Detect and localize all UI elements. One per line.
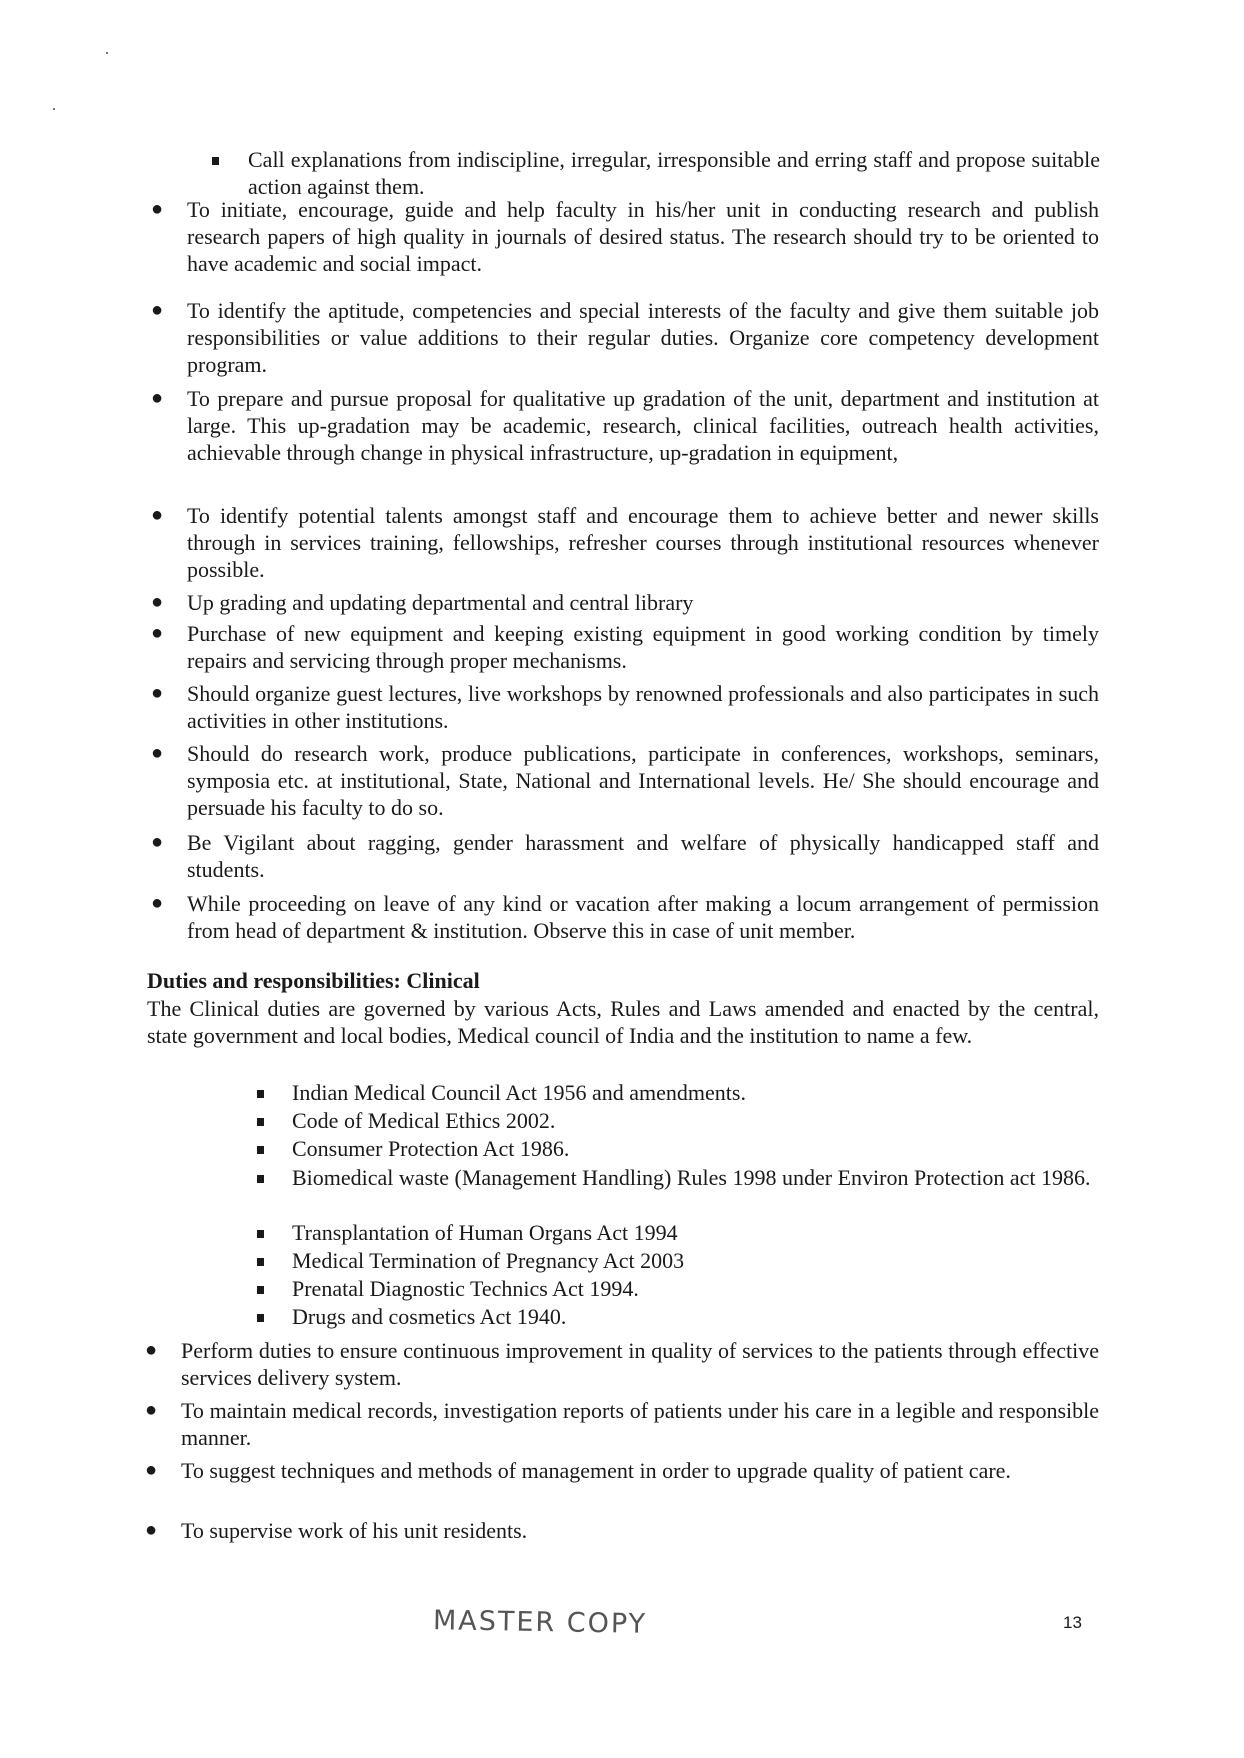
list-item: To initiate, encourage, guide and help faculty in his/her unit in conducting research and publish research papers of high quality in journals of desired status. The research should try to be oriented to have academic and social impact. (187, 197, 1099, 276)
square-bullet-icon (257, 1314, 264, 1322)
bullet-icon: ● (151, 198, 164, 220)
list-item: To prepare and pursue proposal for qualitative up gradation of the unit, department and institution at large. This up-gradation may be academic, research, clinical facilities, outreach health activities, achievable through change in physical infrastructure, up-gradation in equipment, (187, 386, 1099, 465)
act-item: Prenatal Diagnostic Technics Act 1994. (292, 1276, 639, 1301)
bullet-icon: ● (151, 622, 164, 644)
list-item: Up grading and updating departmental and central library (187, 590, 694, 615)
act-item: Indian Medical Council Act 1956 and amendments. (292, 1080, 746, 1105)
subitem-text: Call explanations from indiscipline, irregular, irresponsible and erring staff and propose suitable action against them. (248, 147, 1100, 199)
bullet-icon: ● (151, 387, 164, 409)
list-item: To suggest techniques and methods of management in order to upgrade quality of patient care. (181, 1458, 1011, 1483)
act-item: Biomedical waste (Management Handling) Rules 1998 under Environ Protection act 1986. (292, 1165, 1091, 1190)
square-bullet-icon (257, 1230, 264, 1238)
act-item: Transplantation of Human Organs Act 1994 (292, 1220, 678, 1245)
bullet-icon: ● (151, 892, 164, 914)
square-bullet-icon (212, 157, 219, 165)
bullet-icon: ● (151, 831, 164, 853)
bullet-icon: ● (145, 1519, 158, 1541)
section-intro: The Clinical duties are governed by various Acts, Rules and Laws amended and enacted by the central, state government and local bodies, Medical council of India and the institution to name a few. (147, 996, 1099, 1048)
square-bullet-icon (257, 1175, 264, 1183)
bullet-icon: ● (151, 504, 164, 526)
bullet-icon: ● (145, 1399, 158, 1421)
list-item: Perform duties to ensure continuous improvement in quality of services to the patients through effective services delivery system. (181, 1338, 1099, 1390)
bullet-icon: ● (151, 299, 164, 321)
list-item: To identify potential talents amongst staff and encourage them to achieve better and newer skills through in services training, fellowships, refresher courses through institutional resources whenever possible. (187, 503, 1099, 582)
list-item: Be Vigilant about ragging, gender harassment and welfare of physically handicapped staff and students. (187, 830, 1099, 882)
act-item: Drugs and cosmetics Act 1940. (292, 1304, 567, 1329)
square-bullet-icon (257, 1258, 264, 1266)
scan-speck (106, 52, 108, 54)
square-bullet-icon (257, 1090, 264, 1098)
square-bullet-icon (257, 1118, 264, 1126)
bullet-icon: ● (145, 1459, 158, 1481)
bullet-icon: ● (145, 1339, 158, 1361)
list-item: Purchase of new equipment and keeping existing equipment in good working condition by timely repairs and servicing through proper mechanisms. (187, 621, 1099, 673)
scan-speck (53, 108, 55, 110)
bullet-icon: ● (151, 682, 164, 704)
list-item: To identify the aptitude, competencies and special interests of the faculty and give them suitable job responsibilities or value additions to their regular duties. Organize core competency development program. (187, 298, 1099, 377)
square-bullet-icon (257, 1286, 264, 1294)
list-item: To supervise work of his unit residents. (181, 1518, 528, 1543)
act-item: Code of Medical Ethics 2002. (292, 1108, 556, 1133)
square-bullet-icon (257, 1146, 264, 1154)
section-heading: Duties and responsibilities: Clinical (147, 968, 480, 993)
list-item: Should organize guest lectures, live workshops by renowned professionals and also participates in such activities in other institutions. (187, 681, 1099, 733)
master-copy-stamp: MASTER COPY (432, 1605, 648, 1640)
act-item: Consumer Protection Act 1986. (292, 1136, 570, 1161)
act-item: Medical Termination of Pregnancy Act 2003 (292, 1248, 685, 1273)
page-number: 13 (1063, 1613, 1082, 1632)
list-item: While proceeding on leave of any kind or vacation after making a locum arrangement of permission from head of department & institution. Observe this in case of unit member. (187, 891, 1099, 943)
list-item: Should do research work, produce publications, participate in conferences, workshops, seminars, symposia etc. at institutional, State, National and International levels. He/ She should encourage and persuade his faculty to do so. (187, 741, 1099, 820)
bullet-icon: ● (151, 591, 164, 613)
bullet-icon: ● (151, 742, 164, 764)
list-item: To maintain medical records, investigation reports of patients under his care in a legible and responsible manner. (181, 1398, 1099, 1450)
